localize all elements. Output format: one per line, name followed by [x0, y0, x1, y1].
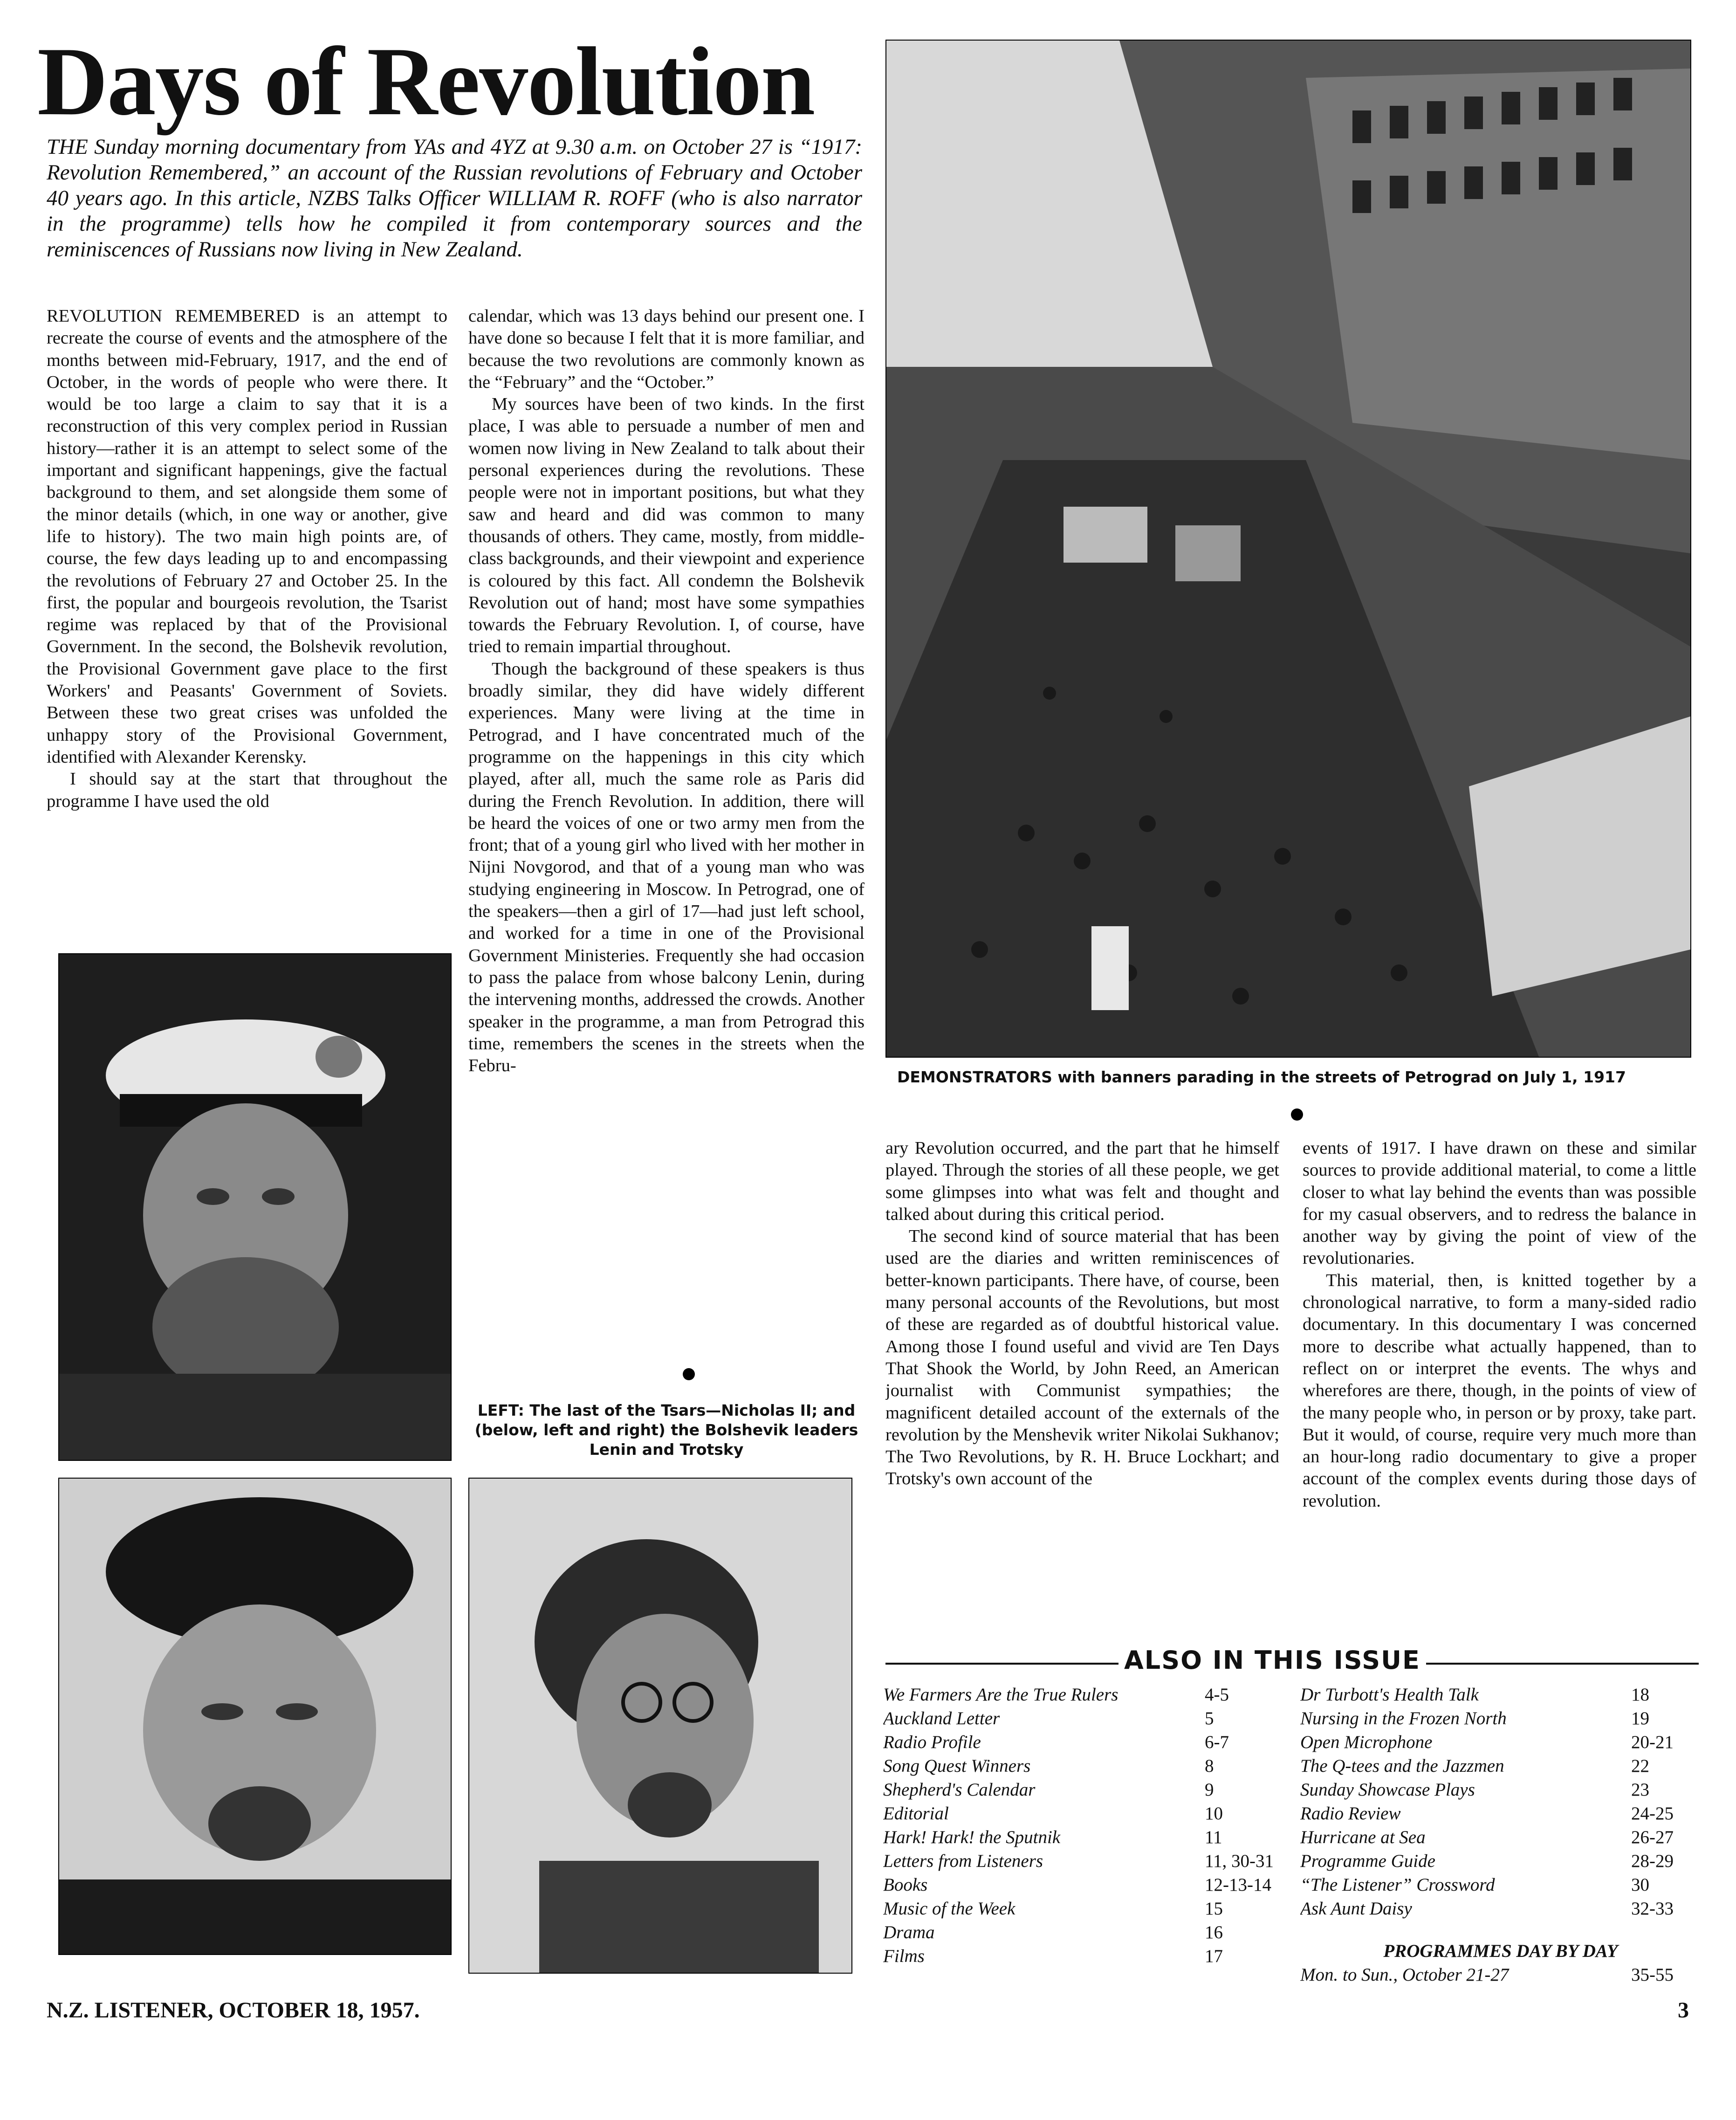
toc-item-page: 10	[1205, 1803, 1223, 1824]
toc-item-name: Radio Review	[1300, 1803, 1401, 1824]
page-number: 3	[1678, 1998, 1689, 2023]
toc-item-name: Shepherd's Calendar	[883, 1780, 1036, 1800]
toc-item[interactable]	[883, 1754, 1275, 1778]
bullet-separator-2	[683, 1368, 695, 1380]
col3-paragraph-2: The second kind of source material that has been used are the diaries and written reminiscences of better-known participants. There have, of course, been many personal accounts of the Revolutions, but most of these are regarded as of doubtful historical value. Among those I found useful and vivid are Ten Days That Shook the World, by John Reed, an American journalist with Communist sympathies; the magnificent detailed account of the externals of the revolution by the Menshevik writer Nikolai Sukhanov; The Two Revolutions, by R. H. Bruce Lockhart; and Trotsky's own account of the	[885, 1226, 1279, 1489]
toc-item[interactable]	[883, 1802, 1275, 1825]
toc-item-page: 28-29	[1631, 1851, 1674, 1871]
toc-item[interactable]	[883, 1778, 1275, 1802]
toc-item[interactable]	[883, 1825, 1275, 1849]
demonstrators-photo	[885, 40, 1691, 1058]
toc-item-page: 20-21	[1631, 1732, 1674, 1752]
toc-item-page: 12-13-14	[1205, 1875, 1271, 1895]
toc-item[interactable]	[1300, 1825, 1701, 1849]
toc-item[interactable]	[883, 1944, 1275, 1968]
col1-paragraph-2: I should say at the start that throughout the programme I have used the old	[47, 769, 447, 811]
toc-item-name: Open Microphone	[1300, 1732, 1433, 1752]
toc-item-page: 23	[1631, 1780, 1649, 1800]
toc-item-name: Editorial	[883, 1803, 949, 1824]
toc-item-name: Radio Profile	[883, 1732, 981, 1752]
toc-item[interactable]	[1300, 1802, 1701, 1825]
toc-item[interactable]	[1300, 1778, 1701, 1802]
column-3	[885, 1137, 1279, 1622]
toc-item-name: Books	[883, 1875, 928, 1895]
toc-item-page: 17	[1205, 1946, 1223, 1966]
toc-item[interactable]	[883, 1683, 1275, 1707]
article-title: Days of Revolution	[37, 28, 815, 136]
toc-item-page: 4-5	[1205, 1685, 1229, 1705]
lenin-photo-art	[59, 1479, 451, 1954]
toc-item[interactable]	[1300, 1730, 1701, 1754]
toc-item-name: Drama	[883, 1922, 935, 1942]
also-heading: ALSO IN THIS ISSUE	[1118, 1645, 1426, 1675]
toc-item-page: 8	[1205, 1756, 1214, 1776]
programmes-heading: PROGRAMMES DAY BY DAY	[1383, 1941, 1618, 1961]
toc-item[interactable]	[883, 1707, 1275, 1730]
nicholas-photo	[58, 953, 452, 1461]
toc-item-page: 15	[1205, 1899, 1223, 1919]
toc-item[interactable]	[1300, 1897, 1701, 1920]
programmes-range: Mon. to Sun., October 21-27	[1300, 1965, 1509, 1985]
demonstrators-caption: DEMONSTRATORS with banners parading in the streets of Petrograd on July 1, 1917	[897, 1068, 1626, 1086]
toc-item-name: Programme Guide	[1300, 1851, 1435, 1871]
toc-right	[1300, 1683, 1701, 1987]
col2-paragraph-1: calendar, which was 13 days behind our present one. I have done so because I felt that it is more familiar, and because the two revolutions are commonly known as the “February” and the “October.”	[468, 306, 865, 392]
left-caption: LEFT: The last of the Tsars—Nicholas II; and (below, left and right) the Bolshevik leaders Lenin and Trotsky	[474, 1401, 858, 1459]
trotsky-photo	[468, 1478, 852, 1974]
toc-item-page: 16	[1205, 1922, 1223, 1942]
toc-item[interactable]	[883, 1873, 1275, 1897]
toc-item-name: Auckland Letter	[883, 1708, 1000, 1728]
col2-paragraph-3: Though the background of these speakers is thus broadly similar, they did have widely different experiences. Many were living at the time in Petrograd, and I have concentrated much of the programme on the happenings in this city which played, after all, much the same role as Paris did during the French Revolution. In addition, there will be heard the voices of one or two army men from the front; that of a young girl who lived with her mother in Nijni Novgorod, and that of a young man who was studying engineering in Moscow. In Petrograd, one of the speakers—then a girl of 17—had just left school, and worked for a time in one of the Provisional Government Ministeries. Frequently she had occasion to pass the palace from whose balcony Lenin, during the intervening months, addressed the crowds. Another speaker in the programme, a man from Petrograd this time, remembers the scenes in the streets when the Febru-	[468, 659, 865, 1076]
col2-paragraph-2: My sources have been of two kinds. In the first place, I was able to persuade a number of men and women now living in New Zealand to talk about their personal experiences during the revolutions. These people were not in important positions, but what they saw and heard and did was common to many thousands of others. They came, mostly, from middle-class backgrounds, and their viewpoint and experience is coloured by this fact. All condemn the Bolshevik Revolution out of hand; most have some sympathies towards the February Revolution. I, of course, have tried to remain impartial throughout.	[468, 394, 865, 657]
column-4	[1303, 1137, 1696, 1622]
col4-paragraph-2: This material, then, is knitted together by a chronological narrative, to form a many-sided radio documentary. In this documentary I was concerned more to describe what actually happened, than to reflect on or interpret the events. The whys and wherefores are there, though, in the points of view of the many people who, in person or by proxy, take part. But it would, of course, require very much more than an hour-long radio documentary to give a proper account of the complex events during those days of revolution.	[1303, 1270, 1696, 1511]
toc-item-page: 5	[1205, 1708, 1214, 1728]
toc-item-page: 11	[1205, 1827, 1222, 1847]
toc-item-page: 26-27	[1631, 1827, 1674, 1847]
column-2	[468, 305, 865, 1377]
toc-item-name: Sunday Showcase Plays	[1300, 1780, 1475, 1800]
toc-item-page: 18	[1631, 1685, 1649, 1705]
toc-item-name: Dr Turbott's Health Talk	[1300, 1685, 1479, 1705]
toc-item-name: Music of the Week	[883, 1899, 1016, 1919]
toc-item-name: “The Listener” Crossword	[1300, 1875, 1495, 1895]
col1-paragraph-1: REVOLUTION REMEMBERED is an attempt to recreate the course of events and the atmosphere of the months between mid-February, 1917, and the end of October, in the words of people who were there. It would be too large a claim to say that it is a reconstruction of this very complex period in Russian history—rather it is an attempt to select some of the important and significant happenings, give the factual background to them, and set alongside them some of the minor details (which, in one way or another, give life to history). The two main high points are, of course, the few days leading up to and encompassing the revolutions of February 27 and October 25. In the first, the popular and bourgeois revolution, the Tsarist regime was replaced by that of the Provisional Government. In the second, the Bolshevik revolution, the Provisional Government gave place to the first Workers' and Peasants' Government of Soviets. Between these two great crises was unfolded the unhappy story of the Provisional Government, identified with Alexander Kerensky.	[47, 306, 447, 767]
article-intro: THE Sunday morning documentary from YAs and 4YZ at 9.30 a.m. on October 27 is “1917: Revolution Remembered,” an account of the Russian revolutions of February and October 40 years ago. In this article, NZBS Talks Officer WILLIAM R. ROFF (who is also narrator in the programme) tells how he compiled it from contemporary sources and the reminiscences of Russians now living in New Zealand.	[47, 135, 862, 262]
toc-item-page: 30	[1631, 1875, 1649, 1895]
toc-item-page: 24-25	[1631, 1803, 1674, 1824]
bullet-separator	[1291, 1108, 1303, 1121]
col4-paragraph-1: events of 1917. I have drawn on these and similar sources to provide additional material, to come a little closer to what lay behind the events than was possible for my casual observers, and to redress the balance in another way by giving the point of view of the revolutionaries.	[1303, 1138, 1696, 1268]
toc-item[interactable]	[883, 1730, 1275, 1754]
toc-item-page: 19	[1631, 1708, 1649, 1728]
toc-item-name: Ask Aunt Daisy	[1300, 1899, 1412, 1919]
lenin-photo	[58, 1478, 452, 1955]
toc-item[interactable]	[883, 1849, 1275, 1873]
toc-item-page: 32-33	[1631, 1899, 1674, 1919]
toc-item-name: Hurricane at Sea	[1300, 1827, 1426, 1847]
toc-item-page: 22	[1631, 1756, 1649, 1776]
toc-item[interactable]	[1300, 1849, 1701, 1873]
toc-left	[883, 1683, 1275, 1968]
column-1	[47, 305, 447, 939]
toc-item-page: 9	[1205, 1780, 1214, 1800]
demonstrators-photo-art	[886, 41, 1690, 1057]
footer-masthead: N.Z. LISTENER, OCTOBER 18, 1957.	[47, 1998, 420, 2023]
toc-item-name: The Q-tees and the Jazzmen	[1300, 1756, 1504, 1776]
toc-item-name: Letters from Listeners	[883, 1851, 1043, 1871]
col3-paragraph-1: ary Revolution occurred, and the part that he himself played. Through the stories of all these people, we get some glimpses into what was felt and thought and talked about during this critical period.	[885, 1138, 1279, 1224]
toc-item-name: We Farmers Are the True Rulers	[883, 1685, 1118, 1705]
toc-item-name: Nursing in the Frozen North	[1300, 1708, 1507, 1728]
toc-item-page: 6-7	[1205, 1732, 1229, 1752]
toc-item-name: Films	[883, 1946, 925, 1966]
toc-item[interactable]	[1300, 1754, 1701, 1778]
programmes-row[interactable]	[1300, 1963, 1701, 1987]
nicholas-photo-art	[59, 954, 451, 1460]
toc-item-name: Song Quest Winners	[883, 1756, 1031, 1776]
programmes-page: 35-55	[1631, 1965, 1674, 1985]
toc-item[interactable]	[1300, 1707, 1701, 1730]
toc-item[interactable]	[883, 1897, 1275, 1920]
toc-item[interactable]	[1300, 1683, 1701, 1707]
toc-item[interactable]	[1300, 1873, 1701, 1897]
toc-item-name: Hark! Hark! the Sputnik	[883, 1827, 1061, 1847]
toc-item-page: 11, 30-31	[1205, 1851, 1274, 1871]
toc-item[interactable]	[883, 1920, 1275, 1944]
trotsky-photo-art	[469, 1479, 851, 1973]
